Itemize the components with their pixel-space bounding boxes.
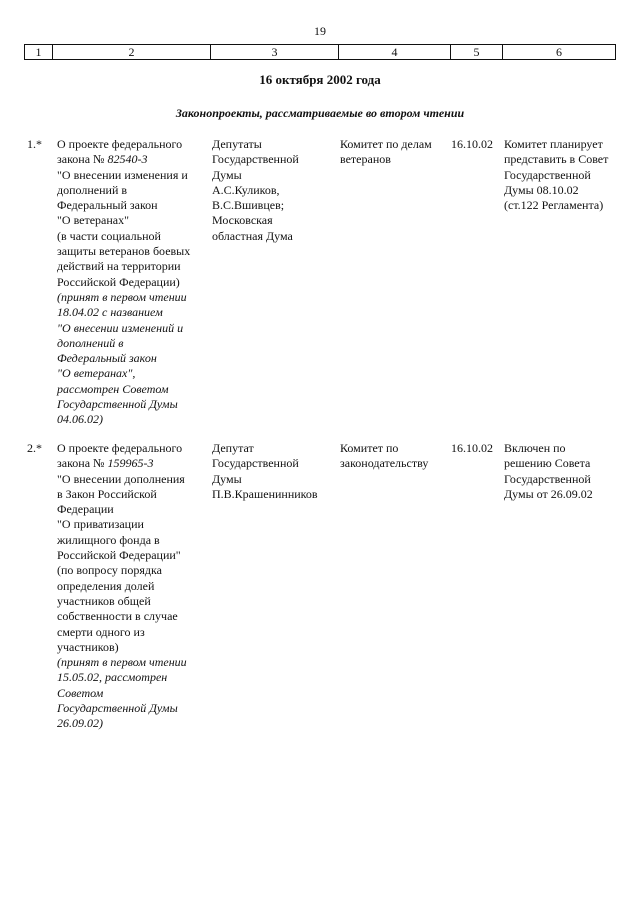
- column-header: 2: [53, 45, 211, 60]
- note-line: (ст.122 Регламента): [504, 198, 604, 213]
- author-line: Думы: [212, 167, 242, 182]
- column-header-row: [25, 45, 616, 60]
- bill-title-line: О проекте федерального: [57, 137, 183, 151]
- column-header: 5: [451, 45, 503, 60]
- responsible-committee: [340, 137, 448, 168]
- note-line: Комитет планирует: [504, 137, 603, 151]
- committee-line: законодательству: [340, 456, 429, 471]
- bill-status-line: 26.09.02): [57, 716, 103, 731]
- bill-title-line: Федерации: [57, 502, 114, 517]
- bill-number: 159965-3: [107, 456, 154, 471]
- date-heading: 16 октября 2002 года: [259, 72, 381, 87]
- review-date: 16.10.02: [451, 137, 493, 151]
- entry-number: 1.*: [27, 137, 42, 151]
- bill-status-line: (принят в первом чтении: [57, 289, 187, 304]
- bill-number: 82540-3: [107, 152, 148, 167]
- bill-title-line: участников общей: [57, 593, 151, 608]
- bill-status-line: 15.05.02, рассмотрен: [57, 670, 168, 685]
- committee-line: ветеранов: [340, 152, 391, 167]
- bill-title-line: "О приватизации: [57, 517, 144, 532]
- bill-status-line: рассмотрен Советом: [57, 381, 169, 396]
- author-line: А.С.Куликов,: [212, 182, 280, 197]
- author-line: областная Дума: [212, 228, 293, 243]
- bill-title-line: жилищного фонда в: [57, 532, 160, 547]
- author-line: Депутат: [212, 441, 254, 455]
- bill-status-line: Советом: [57, 685, 104, 700]
- column-header: 4: [339, 45, 451, 60]
- bill-status-line: Государственной Думы: [57, 397, 178, 412]
- bill-note: [504, 137, 620, 213]
- section-heading: Законопроекты, рассматриваемые во втором чтении: [175, 106, 465, 120]
- bill-title-line: смерти одного из: [57, 624, 145, 639]
- author-line: Государственной: [212, 456, 299, 471]
- note-line: представить в Совет: [504, 152, 609, 167]
- author-line: В.С.Вшивцев;: [212, 198, 285, 213]
- note-line: решению Совета: [504, 456, 591, 471]
- author-line: Государственной: [212, 152, 299, 167]
- note-line: Включен по: [504, 441, 566, 455]
- note-line: Государственной: [504, 167, 591, 182]
- bill-status-line: 04.06.02): [57, 412, 103, 427]
- bill-title-line: в Закон Российской: [57, 486, 157, 501]
- bill-status-line: 18.04.02 с названием: [57, 305, 163, 320]
- committee-line: Комитет по: [340, 441, 399, 455]
- bill-title-line: собственности в случае: [57, 609, 178, 624]
- responsible-committee: [340, 441, 448, 472]
- bill-authors: [212, 137, 336, 244]
- bill-status-line: (принят в первом чтении: [57, 655, 187, 670]
- note-line: Думы от 26.09.02: [504, 486, 593, 501]
- bill-title-line: "О внесении дополнения: [57, 471, 185, 486]
- author-line: Думы: [212, 471, 242, 486]
- note-line: Государственной: [504, 471, 591, 486]
- bill-authors: [212, 441, 336, 502]
- bill-title-line: закона № 82540-3: [57, 152, 148, 167]
- committee-line: Комитет по делам: [340, 137, 432, 151]
- bill-status-line: "О внесении изменений и: [57, 320, 184, 335]
- bill-title-line: "О внесении изменения и: [57, 167, 188, 182]
- bill-title-line: действий на территории: [57, 259, 181, 274]
- note-line: Думы 08.10.02: [504, 182, 579, 197]
- entry-number: 2.*: [27, 441, 42, 455]
- column-header: 1: [25, 45, 53, 60]
- bill-status-line: Федеральный закон: [57, 351, 157, 366]
- bill-title: [57, 441, 207, 732]
- column-header: 3: [211, 45, 339, 60]
- bill-title-line: Российской Федерации): [57, 274, 180, 289]
- bill-title-line: (в части социальной: [57, 228, 161, 243]
- bill-title-line: участников): [57, 639, 119, 654]
- bill-title-line: "О ветеранах": [57, 213, 130, 228]
- bill-title-line: определения долей: [57, 578, 155, 593]
- bill-status-line: "О ветеранах",: [57, 366, 136, 381]
- page-number: 19: [314, 24, 326, 38]
- author-line: Московская: [212, 213, 273, 228]
- bill-title-line: (по вопросу порядка: [57, 563, 162, 578]
- bill-title-line: Федеральный закон: [57, 198, 158, 213]
- bill-title-line: защиты ветеранов боевых: [57, 244, 191, 259]
- bill-title: [57, 137, 207, 428]
- bill-title-line: дополнений в: [57, 182, 128, 197]
- bill-title-line: закона № 159965-3: [57, 456, 154, 471]
- bill-status-line: Государственной Думы: [57, 701, 178, 716]
- author-line: Депутаты: [212, 137, 262, 151]
- bill-title-line: О проекте федерального: [57, 441, 183, 455]
- author-line: П.В.Крашенинников: [212, 486, 318, 501]
- column-header: 6: [503, 45, 616, 60]
- bill-status-line: дополнений в: [57, 335, 124, 350]
- column-header-table: [24, 44, 616, 60]
- bill-note: [504, 441, 620, 502]
- bill-title-line: Российской Федерации": [57, 548, 181, 563]
- review-date: 16.10.02: [451, 441, 493, 455]
